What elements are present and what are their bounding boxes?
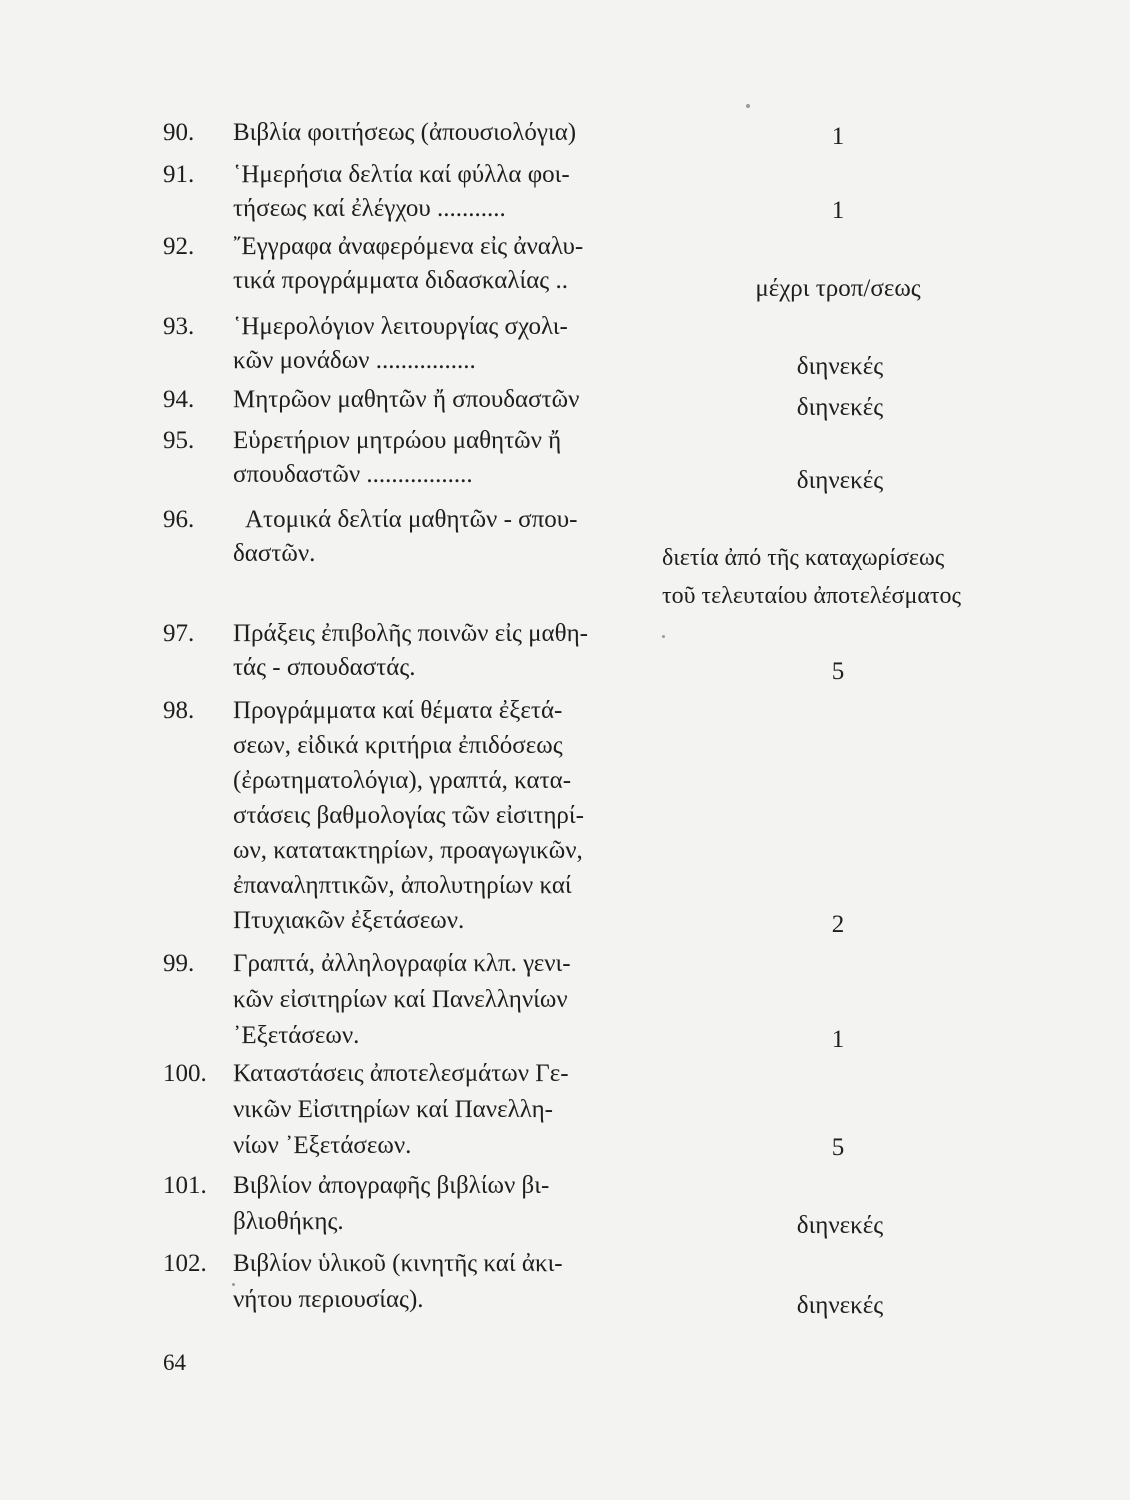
- entry-number: 95.: [163, 427, 195, 454]
- entry-description: [233, 694, 663, 939]
- description-line: Εὑρετήριον μητρώου μαθητῶν ἤ: [233, 427, 562, 454]
- description-line: νικῶν Εἰσιτηρίων καί Πανελλη-: [233, 1096, 553, 1123]
- retention-value: 2: [831, 911, 845, 938]
- entry-number: 92.: [163, 233, 195, 260]
- description-line: ῎Εγγραφα ἀναφερόμενα εἰς ἀναλυ-: [233, 233, 584, 260]
- scan-speck: [746, 104, 750, 108]
- entry-number: 91.: [163, 161, 195, 188]
- retention-value-line: τοῦ τελευταίου ἀποτελέσματος: [662, 583, 962, 609]
- entry-description: [233, 230, 663, 298]
- description-line: ἐπαναληπτικῶν, ἀπολυτηρίων καί: [233, 872, 572, 899]
- entry-description: [233, 617, 663, 685]
- entry-number: 96.: [163, 506, 195, 533]
- description-line: (ἐρωτηματολόγια), γραπτά, κατα-: [233, 767, 572, 794]
- entry-description: [233, 310, 663, 378]
- retention-value: 1: [831, 123, 845, 150]
- entry-number: 94.: [163, 386, 195, 413]
- description-line: νίων ᾿Εξετάσεων.: [233, 1132, 412, 1159]
- retention-value: διηνεκές: [796, 1292, 884, 1319]
- entry-number: 101.: [163, 1172, 207, 1199]
- description-line: κῶν μονάδων ................: [233, 347, 476, 374]
- scan-speck: [662, 635, 665, 638]
- retention-value: 1: [831, 1026, 845, 1053]
- retention-value: 5: [831, 1134, 845, 1161]
- description-line: Πτυχιακῶν ἐξετάσεων.: [233, 907, 465, 934]
- entry-number: 100.: [163, 1060, 207, 1087]
- description-line: ῾Ημερήσια δελτία καί φύλλα φοι-: [233, 161, 570, 188]
- entry-description: [233, 424, 663, 492]
- entry-number: 99.: [163, 950, 195, 977]
- description-line: Βιβλίον ἀπογραφῆς βιβλίων βι-: [233, 1172, 550, 1199]
- description-line: κῶν εἰσιτηρίων καί Πανελληνίων: [233, 986, 568, 1013]
- entry-description: [233, 1247, 663, 1319]
- retention-value: διηνεκές: [796, 394, 884, 421]
- description-line: σεων, εἰδικά κριτήρια ἐπιδόσεως: [233, 732, 563, 759]
- description-line: Βιβλία φοιτήσεως (ἀπουσιολόγια): [233, 119, 577, 146]
- retention-value: 1: [831, 197, 845, 224]
- entry-number: 90.: [163, 119, 195, 146]
- page-number: 64: [163, 1350, 186, 1375]
- description-line: Γραπτά, ἀλληλογραφία κλπ. γενι-: [233, 950, 571, 977]
- retention-value: μέχρι τροπ/σεως: [755, 275, 921, 302]
- description-line: Πράξεις ἐπιβολῆς ποινῶν εἰς μαθη-: [233, 620, 588, 647]
- description-line: Προγράμματα καί θέματα ἐξετά-: [233, 697, 563, 724]
- description-line: τήσεως καί ἐλέγχου ...........: [233, 195, 506, 222]
- entry-description: [233, 1169, 663, 1241]
- entry-number: 102.: [163, 1250, 207, 1277]
- retention-value: διηνεκές: [796, 467, 884, 494]
- description-line: τικά προγράμματα διδασκαλίας ..: [233, 267, 568, 294]
- entry-description: [233, 1057, 663, 1165]
- description-line: ᾿Εξετάσεων.: [233, 1022, 360, 1049]
- scan-speck: [232, 1283, 235, 1286]
- entry-number: 93.: [163, 313, 195, 340]
- description-line: νήτου περιουσίας).: [233, 1286, 424, 1313]
- entry-description: [233, 503, 663, 571]
- description-line: ων, κατατακτηρίων, προαγωγικῶν,: [233, 837, 583, 864]
- retention-value: 5: [831, 658, 845, 685]
- retention-value-line: διετία ἀπό τῆς καταχωρίσεως: [662, 545, 945, 571]
- entry-description: [233, 116, 663, 150]
- entry-number: 98.: [163, 697, 195, 724]
- retention-value: διηνεκές: [796, 1212, 884, 1239]
- description-line: Ατομικά δελτία μαθητῶν - σπου-: [245, 506, 578, 533]
- description-line: Βιβλίον ὑλικοῦ (κινητῆς καί ἀκι-: [233, 1250, 563, 1277]
- retention-value: διηνεκές: [796, 353, 884, 380]
- description-line: Μητρῶον μαθητῶν ἤ σπουδαστῶν: [233, 386, 580, 413]
- entry-description: [233, 158, 663, 226]
- description-line: τάς - σπουδαστάς.: [233, 654, 416, 681]
- entry-number: 97.: [163, 620, 195, 647]
- description-line: βλιοθήκης.: [233, 1208, 344, 1235]
- entry-description: [233, 947, 663, 1055]
- description-line: Καταστάσεις ἀποτελεσμάτων Γε-: [233, 1060, 569, 1087]
- description-line: στάσεις βαθμολογίας τῶν εἰσιτηρί-: [233, 802, 584, 829]
- description-line: δαστῶν.: [233, 540, 316, 567]
- description-line: ῾Ημερολόγιον λειτουργίας σχολι-: [233, 313, 568, 340]
- description-line: σπουδαστῶν .................: [233, 461, 473, 488]
- entry-description: [233, 383, 663, 417]
